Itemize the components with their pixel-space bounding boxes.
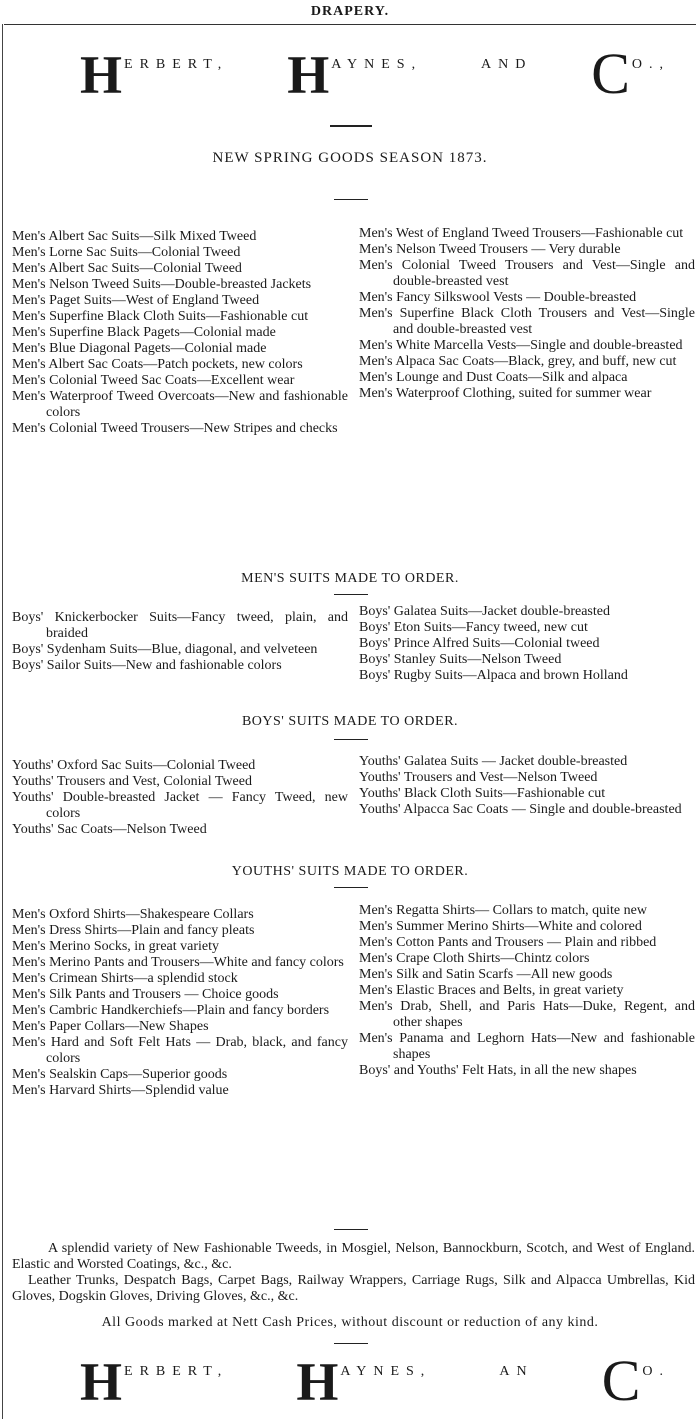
- list-item: Men's Crape Cloth Shirts—Chintz colors: [359, 951, 590, 966]
- mens-goods-section: [12, 226, 695, 437]
- list-item: Youths' Black Cloth Suits—Fashionable cut: [359, 786, 606, 801]
- divider: [334, 739, 368, 740]
- list-item: Boys' Prince Alfred Suits—Colonial tweed: [359, 636, 600, 651]
- list-item: Men's Paper Collars—New Shapes: [12, 1019, 209, 1034]
- list-item: Men's Superfine Black Cloth Suits—Fashionable cut: [12, 309, 309, 324]
- firm-name-top: [80, 41, 670, 106]
- list-item: Men's Silk and Satin Scarfs —All new goods: [359, 967, 613, 982]
- list-item: Men's Colonial Tweed Sac Coats—Excellent wear: [12, 373, 295, 388]
- list-item: Men's Superfine Black Cloth Trousers and Vest—Single and double-breasted vest: [359, 306, 695, 337]
- luggage-text: Leather Trunks, Despatch Bags, Carpet Bags, Railway Wrappers, Carriage Rugs, Silk and Alpacca Umbrellas, Kid Gloves, Dogskin Gloves, Driving Gloves, &c., &c.: [12, 1273, 695, 1304]
- accessories-section: [12, 903, 695, 1099]
- list-item: Boys' Sailor Suits—New and fashionable colors: [12, 658, 282, 673]
- list-item: Men's Waterproof Tweed Overcoats—New and fashionable colors: [12, 389, 348, 420]
- tweeds-paragraph: [12, 1241, 695, 1273]
- youths-goods-section: [12, 754, 695, 838]
- list-item: Men's Alpaca Sac Coats—Black, grey, and buff, new cut: [359, 354, 677, 369]
- section-header: DRAPERY.: [310, 4, 390, 19]
- list-item: Men's Panama and Leghorn Hats—New and fashionable shapes: [359, 1031, 695, 1062]
- word-and: AND: [480, 57, 533, 72]
- list-item: Men's Crimean Shirts—a splendid stock: [12, 971, 238, 986]
- mens-left-column: [12, 226, 348, 437]
- list-item: Men's Nelson Tweed Trousers — Very durable: [359, 242, 621, 257]
- list-item: Men's Sealskin Caps—Superior goods: [12, 1067, 228, 1082]
- list-item: Men's Cambric Handkerchiefs—Plain and fancy borders: [12, 1003, 330, 1018]
- list-item: Men's Nelson Tweed Suits—Double-breasted Jackets: [12, 277, 312, 292]
- list-item: Boys' Rugby Suits—Alpaca and brown Holland: [359, 668, 628, 683]
- list-item: Men's White Marcella Vests—Single and double-breasted: [359, 338, 683, 353]
- list-item: Youths' Double-breasted Jacket — Fancy Tweed, new colors: [12, 790, 348, 821]
- list-item: Men's Lorne Sac Suits—Colonial Tweed: [12, 245, 241, 260]
- list-item: Men's Lounge and Dust Coats—Silk and alpaca: [359, 370, 628, 385]
- word-haynes: AYNES,: [340, 1364, 432, 1379]
- list-item: Men's Silk Pants and Trousers — Choice goods: [12, 987, 279, 1002]
- list-item: Youths' Alpacca Sac Coats — Single and double-breasted: [359, 802, 682, 817]
- boys-suits-heading: BOYS' SUITS MADE TO ORDER.: [241, 714, 459, 729]
- list-item: Men's Harvard Shirts—Splendid value: [12, 1083, 229, 1098]
- list-item: Boys' and Youths' Felt Hats, in all the new shapes: [359, 1063, 637, 1078]
- list-item: Men's Colonial Tweed Trousers and Vest—Single and double-breasted vest: [359, 258, 695, 289]
- list-item: Youths' Sac Coats—Nelson Tweed: [12, 822, 207, 837]
- word-haynes: AYNES,: [331, 57, 423, 72]
- list-item: Men's Blue Diagonal Pagets—Colonial made: [12, 341, 267, 356]
- list-item: Boys' Knickerbocker Suits—Fancy tweed, plain, and braided: [12, 610, 348, 641]
- season-title: NEW SPRING GOODS SEASON 1873.: [212, 150, 488, 166]
- initial-h: H: [80, 45, 123, 105]
- list-item: Men's Regatta Shirts— Collars to match, quite new: [359, 903, 647, 918]
- boys-goods-section: [12, 604, 695, 684]
- list-item: Men's Merino Pants and Trousers—White and fancy colors: [12, 955, 344, 970]
- youths-left-column: [12, 754, 348, 838]
- mens-right-column: [359, 226, 695, 437]
- list-item: Men's Colonial Tweed Trousers—New Stripes and checks: [12, 421, 338, 436]
- list-item: Youths' Trousers and Vest, Colonial Tweed: [12, 774, 252, 789]
- list-item: Youths' Trousers and Vest—Nelson Tweed: [359, 770, 598, 785]
- list-item: Men's West of England Tweed Trousers—Fashionable cut: [359, 226, 684, 241]
- accessories-right-column: [359, 903, 695, 1099]
- divider: [330, 125, 372, 127]
- divider: [334, 1229, 368, 1230]
- accessories-left-column: [12, 903, 348, 1099]
- initial-c: C: [601, 1348, 641, 1413]
- list-item: Men's Summer Merino Shirts—White and colored: [359, 919, 642, 934]
- list-item: Boys' Sydenham Suits—Blue, diagonal, and velveteen: [12, 642, 318, 657]
- divider: [334, 594, 368, 595]
- list-item: Men's Oxford Shirts—Shakespeare Collars: [12, 907, 254, 922]
- mens-suits-heading: MEN'S SUITS MADE TO ORDER.: [241, 571, 459, 586]
- divider: [334, 887, 368, 888]
- word-and: AN: [499, 1364, 534, 1379]
- list-item: Boys' Galatea Suits—Jacket double-breasted: [359, 604, 610, 619]
- list-item: Boys' Eton Suits—Fancy tweed, new cut: [359, 620, 588, 635]
- header-rule: [4, 24, 696, 25]
- list-item: Men's Dress Shirts—Plain and fancy pleats: [12, 923, 255, 938]
- firm-name-bottom: [80, 1348, 670, 1413]
- list-item: Men's Albert Sac Suits—Silk Mixed Tweed: [12, 229, 257, 244]
- word-herbert: ERBERT,: [124, 57, 229, 72]
- list-item: Men's Waterproof Clothing, suited for summer wear: [359, 386, 652, 401]
- list-item: Men's Paget Suits—West of England Tweed: [12, 293, 260, 308]
- tweeds-text: A splendid variety of New Fashionable Tweeds, in Mosgiel, Nelson, Bannockburn, Scotch, and West of England. Elastic and Worsted Coatings, &c., &c.: [12, 1241, 695, 1272]
- boys-right-column: [359, 604, 695, 684]
- initial-h: H: [80, 1352, 123, 1412]
- word-herbert: ERBERT,: [124, 1364, 229, 1379]
- youths-right-column: [359, 754, 695, 838]
- cash-prices-line: All Goods marked at Nett Cash Prices, without discount or reduction of any kind.: [101, 1315, 599, 1330]
- initial-c: C: [591, 41, 630, 106]
- word-co: O.,: [631, 57, 670, 72]
- list-item: Men's Superfine Black Pagets—Colonial made: [12, 325, 276, 340]
- initial-h: H: [296, 1352, 339, 1412]
- list-item: Youths' Galatea Suits — Jacket double-breasted: [359, 754, 628, 769]
- list-item: Men's Hard and Soft Felt Hats — Drab, black, and fancy colors: [12, 1035, 348, 1066]
- list-item: Men's Elastic Braces and Belts, in great variety: [359, 983, 624, 998]
- list-item: Boys' Stanley Suits—Nelson Tweed: [359, 652, 562, 667]
- list-item: Men's Fancy Silkswool Vests — Double-breasted: [359, 290, 637, 305]
- divider: [334, 199, 368, 200]
- divider: [334, 1343, 368, 1344]
- list-item: Men's Albert Sac Suits—Colonial Tweed: [12, 261, 242, 276]
- word-co: O.: [642, 1364, 670, 1379]
- list-item: Youths' Oxford Sac Suits—Colonial Tweed: [12, 758, 256, 773]
- list-item: Men's Cotton Pants and Trousers — Plain and ribbed: [359, 935, 657, 950]
- luggage-paragraph: [12, 1273, 695, 1305]
- youths-suits-heading: YOUTHS' SUITS MADE TO ORDER.: [231, 864, 469, 879]
- list-item: Men's Drab, Shell, and Paris Hats—Duke, Regent, and other shapes: [359, 999, 695, 1030]
- list-item: Men's Merino Socks, in great variety: [12, 939, 220, 954]
- list-item: Men's Albert Sac Coats—Patch pockets, new colors: [12, 357, 303, 372]
- initial-h: H: [287, 45, 330, 105]
- boys-left-column: [12, 604, 348, 684]
